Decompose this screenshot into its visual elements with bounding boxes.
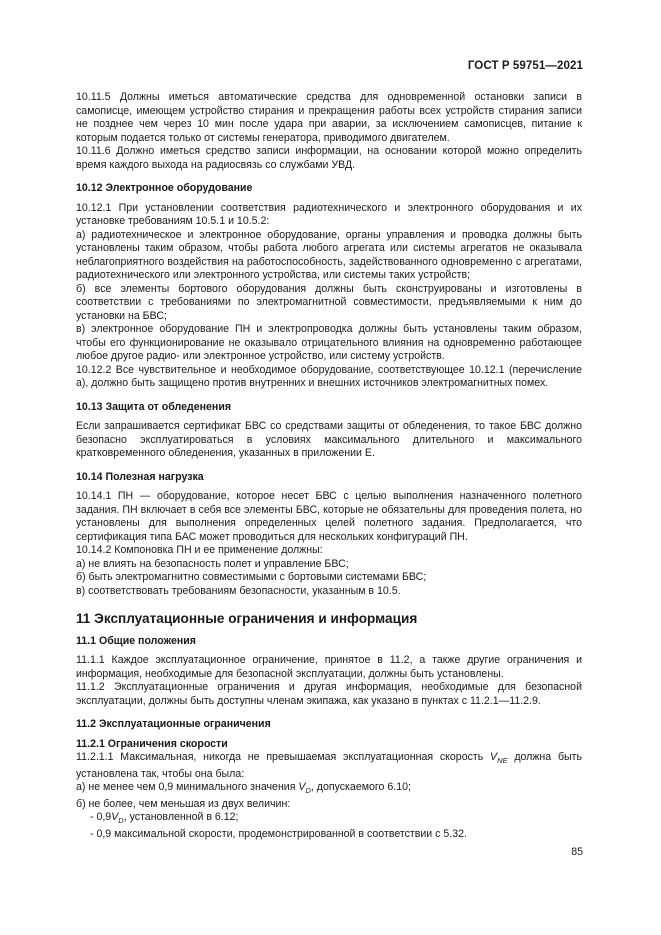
text-part: а) не менее чем 0,9 минимального значения [76,781,299,794]
list-item-10-12-1-v: в) электронное оборудование ПН и электропроводка должны быть установлены таким образом, чтобы его функционирование не оказывало отрицательного влияния на одновременно работающее любое другое радио- или электронное устройство, или систему устройств. [76,323,582,362]
section-heading-11-2: 11.2 Эксплуатационные ограничения [76,718,271,730]
paragraph-11-2-1-1 [76,751,582,781]
subscript-text: NE [497,756,508,766]
symbol-v: V [111,811,119,824]
subscript-text: D [118,816,124,826]
symbol-v: V [298,781,306,794]
text-part: - 0,9 [90,811,112,824]
text-part: , установленной в 6.12; [123,811,239,824]
list-item-10-14-2-b: б) быть электромагнитно совместимыми с бортовыми системами БВС; [76,571,427,583]
list-item-10-12-1-b: б) все элементы бортового оборудования должны быть сконструированы и изготовлены в соответствии с требованиями по электромагнитной совместимости, предъявляемыми к ним до установки на БВС; [76,282,582,322]
list-item-10-14-2-a: а) не влиять на безопасность полет и управление БВС; [76,557,349,570]
paragraph-10-14-1: 10.14.1 ПН — оборудование, которое несет БВС с целью выполнения назначенного полетного задания. ПН включает в себя все элементы БВС, которые не обязательны для проведения полета, но установлены для выполнения определенных целей полетного задания. Предполагается, что сертификация типа БАС может проводиться для нескольких конфигураций ПН. [76,490,582,543]
list-item-10-14-2-v: в) соответствовать требованиям безопасности, указанным в 10.5. [76,584,401,597]
paragraph-10-11-6: 10.11.6 Должно иметься средство записи информации, на основании которой можно определить время каждого выхода на радиосвязь со службами УВД. [76,145,582,171]
text-part: должна быть установлена так, чтобы она была: [76,751,583,780]
paragraph-11-1-1: 11.1.1 Каждое эксплуатационное ограничение, принятое в 11.2, а также другие ограничения и информация, необходимые для безопасной эксплуатации, должны быть установлены. [76,654,582,680]
paragraph-10-12-2: 10.12.2 Все чувствительное и необходимое оборудование, соответствующее 10.12.1 (перечисление а), должно быть защищено против внутренних и внешних источников электромагнитных помех. [76,363,582,389]
list-item-10-12-1-a: а) радиотехническое и электронное оборудование, органы управления и проводка должны быть установлены таким образом, чтобы работа любого агрегата или системы агрегатов не оказывала неблагоприятного воздействия на работоспособность, задействованного одновременно с агрегатами, радиотехнического или электронного устройства, или системы таких устройств; [76,228,582,281]
section-heading-10-12: 10.12 Электронное оборудование [76,182,253,194]
paragraph-10-12-1: 10.12.1 При установлении соответствия радиотехнического и электронного оборудования и их установке требованиям 10.5.1 и 10.5.2: [76,201,582,227]
text-part: , допускаемого 6.10; [310,781,411,794]
paragraph-11-1-2: 11.1.2 Эксплуатационные ограничения и другая информация, необходимые для безопасной эксплуатации, должны быть доступны членам экипажа, как указано в пунктах с 11.2.1—11.2.9. [76,681,582,707]
text-part: 11.2.1.1 Максимальная, никогда не превышаемая эксплуатационная скорость [76,751,491,763]
dash-item-1 [76,811,582,828]
subscript-text: D [305,786,311,796]
chapter-heading-11: 11 Эксплуатационные ограничения и информация [76,611,418,626]
paragraph-10-13: Если запрашивается сертификат БВС со средствами защиты от обледенения, то такое БВС должно безопасно эксплуатироваться в условиях максимального длительного и максимального кратковременного обледенения, указанных в приложении Е. [76,420,582,459]
section-heading-10-14: 10.14 Полезная нагрузка [76,470,204,483]
symbol-v: V [490,751,498,763]
document-code: ГОСТ Р 59751—2021 [467,60,583,72]
section-heading-10-13: 10.13 Защита от обледенения [76,400,232,413]
paragraph-10-11-5: 10.11.5 Должны иметься автоматические средства для одновременной остановки записи в самописце, имеющем устройство стирания и прекращения работы всех устройств стирания записи не позднее чем через 10 мин после удара при аварии, за исключением самописцев, питание к которым подается только от системы генератора, приводимого двигателем. [76,91,582,144]
subsection-heading-11-2-1: 11.2.1 Ограничения скорости [76,737,228,750]
page-number: 85 [571,846,583,858]
list-item-11-2-1-1-a [76,781,582,798]
list-item-11-2-1-1-b: б) не более, чем меньшая из двух величин: [76,797,291,810]
page-content [76,91,582,841]
dash-item-2: - 0,9 максимальной скорости, продемонстрированной в соответствии с 5.32. [90,827,467,840]
paragraph-10-14-2: 10.14.2 Компоновка ПН и ее применение должны: [76,544,323,556]
subscript-ne [497,756,507,765]
section-heading-11-1: 11.1 Общие положения [76,634,196,647]
